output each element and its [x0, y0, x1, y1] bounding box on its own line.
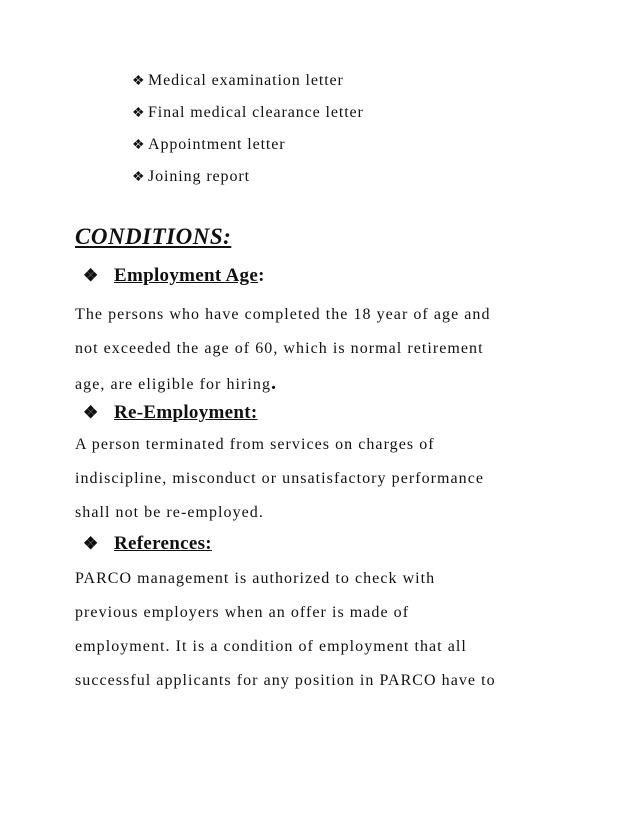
- section-heading-references: ❖ References:: [83, 533, 212, 554]
- conditions-heading: CONDITIONS:: [75, 224, 232, 249]
- list-item: ❖ Joining report: [132, 164, 364, 196]
- list-item: ❖ Appointment letter: [132, 132, 364, 164]
- re-employment-paragraph: A person terminated from services on charges of indiscipline, misconduct or unsatisfactory performance shall not be re-employed.: [75, 436, 485, 521]
- list-item: ❖ Medical examination letter: [132, 68, 364, 100]
- diamond-bullet-icon: ❖: [83, 534, 99, 553]
- diamond-bullet-icon: ❖: [132, 74, 146, 89]
- section-heading-re-employment: ❖ Re-Employment:: [83, 402, 258, 423]
- diamond-bullet-icon: ❖: [132, 138, 146, 153]
- required-documents-list: [132, 68, 364, 196]
- diamond-bullet-icon: ❖: [83, 403, 99, 422]
- diamond-bullet-icon: ❖: [83, 266, 99, 285]
- employment-age-paragraph: The persons who have completed the 18 year of age and not exceeded the age of 60, which is normal retirement age, are eligible for hiring.: [75, 306, 491, 394]
- section-heading-employment-age: ❖ Employment Age:: [83, 265, 265, 286]
- diamond-bullet-icon: ❖: [132, 170, 146, 185]
- references-paragraph: PARCO management is authorized to check with previous employers when an offer is made of employment. It is a condition of employment that all successful applicants for any position in PARCO have to: [75, 570, 496, 689]
- list-item: ❖ Final medical clearance letter: [132, 100, 364, 132]
- diamond-bullet-icon: ❖: [132, 106, 146, 121]
